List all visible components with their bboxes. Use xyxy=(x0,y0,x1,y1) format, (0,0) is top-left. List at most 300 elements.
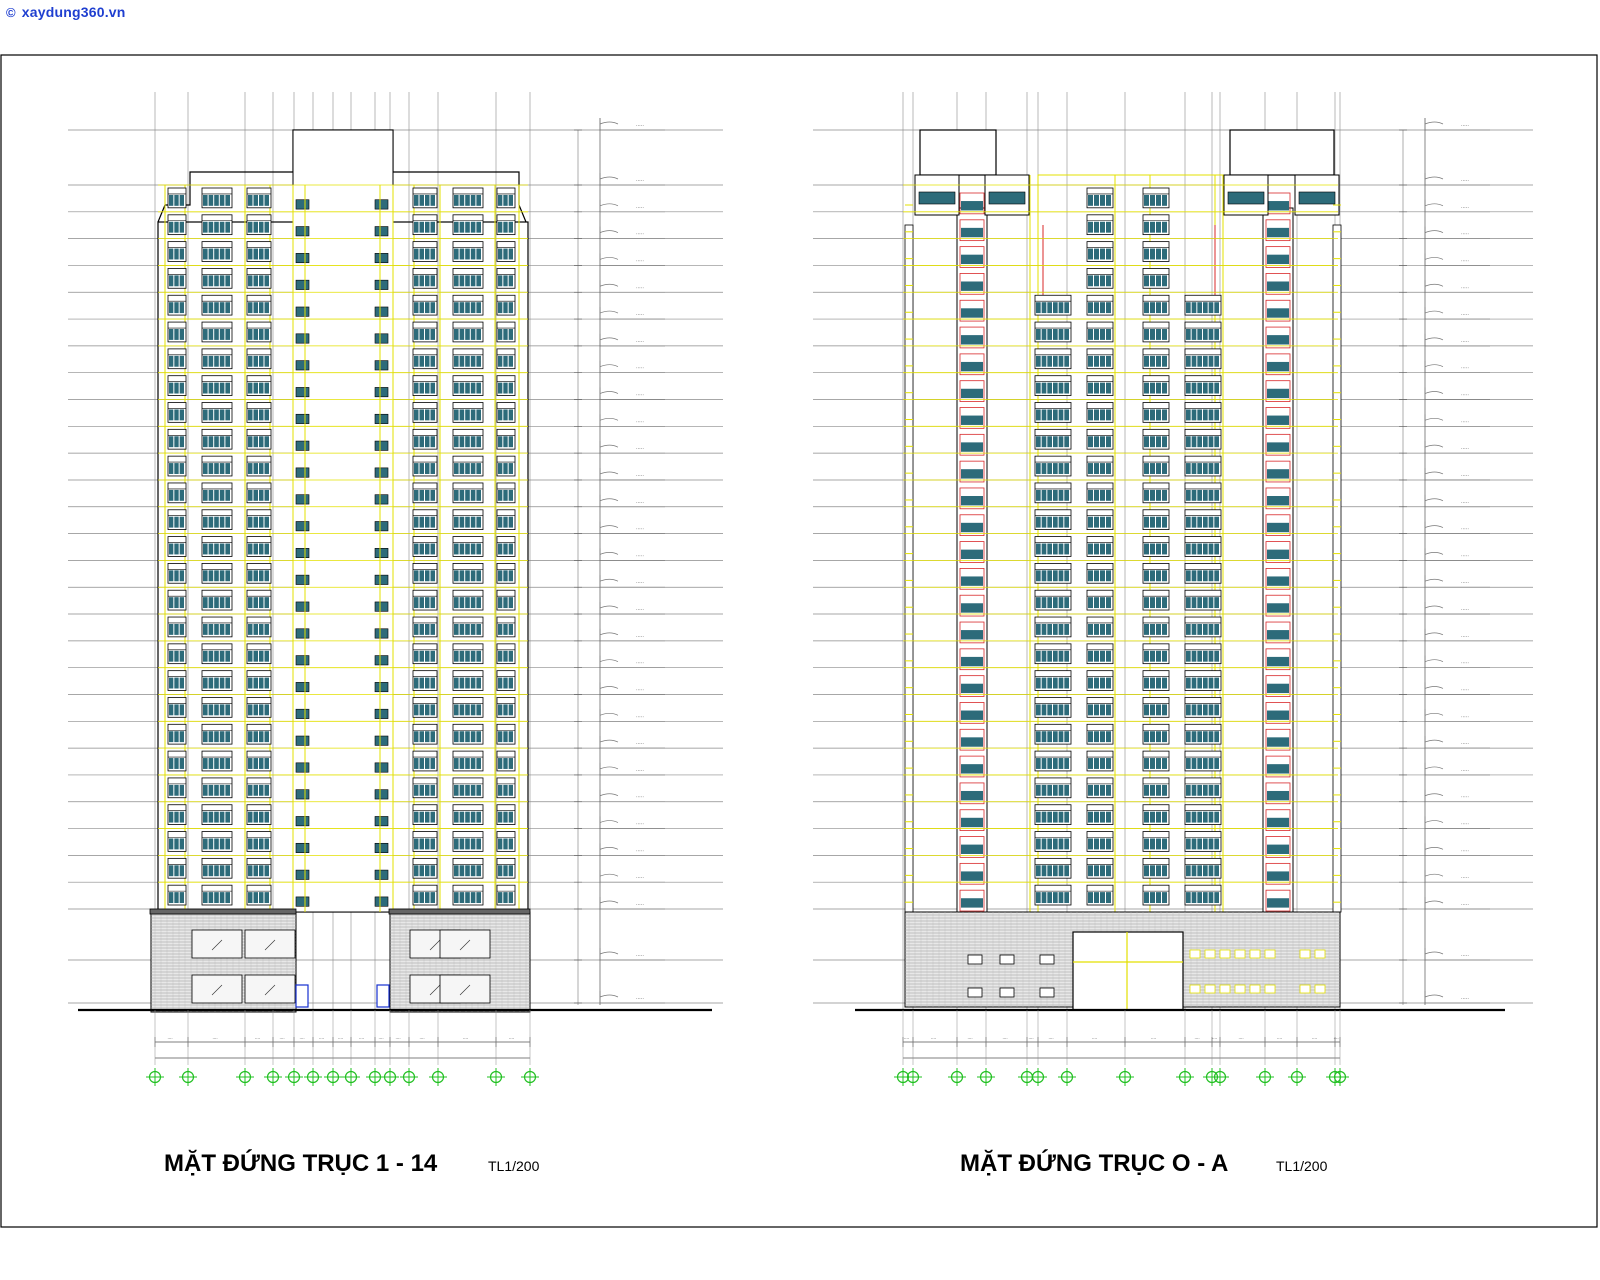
window-glass xyxy=(1100,544,1105,555)
window-glass xyxy=(1106,517,1111,528)
window-glass xyxy=(471,517,476,528)
shopfront-glazing xyxy=(192,975,242,1003)
window-glass xyxy=(1203,597,1208,608)
window-glass xyxy=(1150,785,1155,796)
window-glass xyxy=(1053,570,1058,581)
window-glass xyxy=(214,865,219,876)
level-marker-icon xyxy=(1425,200,1443,212)
window-glass xyxy=(414,865,419,876)
window-glass xyxy=(1059,302,1064,313)
level-label-mark: ····· xyxy=(1461,902,1469,908)
window-glass xyxy=(476,678,481,689)
window-glass xyxy=(225,490,230,501)
stair-window-glass xyxy=(961,711,983,720)
window-glass xyxy=(209,436,214,447)
podium-window xyxy=(968,955,982,964)
window-glass xyxy=(1094,812,1099,823)
window-glass xyxy=(265,570,270,581)
window-glass xyxy=(265,544,270,555)
window-glass xyxy=(174,597,178,608)
window-glass xyxy=(1144,195,1149,206)
stair-window-glass xyxy=(1267,389,1289,398)
window-glass xyxy=(259,678,264,689)
window-glass xyxy=(1053,812,1058,823)
side-column xyxy=(1333,225,1341,912)
window-glass xyxy=(414,302,419,313)
window-glass xyxy=(460,892,465,903)
window-glass xyxy=(1214,892,1219,903)
window-glass xyxy=(265,436,270,447)
window-glass xyxy=(1064,731,1069,742)
window-glass xyxy=(1047,624,1052,635)
window-glass xyxy=(460,463,465,474)
dimension-mark: ···· xyxy=(967,1036,973,1041)
window-glass xyxy=(1100,302,1105,313)
window-glass xyxy=(454,838,459,849)
window-glass xyxy=(1053,678,1058,689)
window-glass xyxy=(476,624,481,635)
window-glass xyxy=(1197,436,1202,447)
window-glass xyxy=(180,704,184,715)
window-glass xyxy=(1144,812,1149,823)
window-glass xyxy=(1094,490,1099,501)
level-marker-icon xyxy=(1425,388,1443,400)
window-glass xyxy=(420,329,425,340)
window-glass xyxy=(1042,436,1047,447)
window-glass xyxy=(503,356,507,367)
window-glass xyxy=(203,651,208,662)
window-glass xyxy=(1094,302,1099,313)
window-glass xyxy=(454,222,459,233)
level-marker-icon xyxy=(1425,602,1443,614)
elevation-1-14-title: MẶT ĐỨNG TRỤC 1 - 14 xyxy=(164,1150,438,1177)
level-marker-icon xyxy=(1425,548,1443,560)
level-marker-icon xyxy=(1425,897,1443,909)
window-glass xyxy=(1047,383,1052,394)
window-glass xyxy=(1162,275,1167,286)
stair-window-glass xyxy=(961,496,983,505)
window-glass xyxy=(1100,838,1105,849)
level-label-mark: ····· xyxy=(636,953,644,959)
level-label-mark: ····· xyxy=(1461,365,1469,372)
podium-window xyxy=(1315,985,1325,993)
window-glass xyxy=(431,812,436,823)
window-glass xyxy=(1047,651,1052,662)
window-glass xyxy=(460,704,465,715)
window-glass xyxy=(1047,329,1052,340)
level-marker-icon xyxy=(600,307,618,319)
window-glass xyxy=(1209,517,1214,528)
window-glass xyxy=(248,383,253,394)
level-marker-icon xyxy=(600,602,618,614)
window-glass xyxy=(1162,490,1167,501)
window-glass xyxy=(220,383,225,394)
window-glass xyxy=(1214,678,1219,689)
window-glass xyxy=(203,785,208,796)
window-glass xyxy=(1088,892,1093,903)
stair-window-glass xyxy=(961,737,983,746)
window-glass xyxy=(420,597,425,608)
level-marker-icon xyxy=(600,682,618,694)
window-glass xyxy=(254,812,259,823)
core-window xyxy=(375,548,388,557)
window-glass xyxy=(214,383,219,394)
window-glass xyxy=(1197,678,1202,689)
window-glass xyxy=(425,678,430,689)
window-glass xyxy=(1197,490,1202,501)
stair-window-glass xyxy=(961,630,983,639)
window-glass xyxy=(1162,383,1167,394)
level-label-mark: ····· xyxy=(636,312,644,319)
window-glass xyxy=(209,892,214,903)
window-glass xyxy=(431,731,436,742)
level-marker-icon xyxy=(1425,870,1443,882)
window-glass xyxy=(1162,249,1167,260)
window-glass xyxy=(498,409,502,420)
window-glass xyxy=(1186,463,1191,474)
window-glass xyxy=(1203,678,1208,689)
window-glass xyxy=(220,222,225,233)
core-window xyxy=(296,897,309,906)
window-glass xyxy=(454,517,459,528)
window-glass xyxy=(1156,490,1161,501)
window-glass xyxy=(1186,651,1191,662)
window-glass xyxy=(1203,329,1208,340)
window-glass xyxy=(259,249,264,260)
stair-window-glass xyxy=(1267,818,1289,827)
window-glass xyxy=(169,356,173,367)
window-glass xyxy=(1053,490,1058,501)
window-glass xyxy=(431,249,436,260)
window-glass xyxy=(465,758,470,769)
window-glass xyxy=(180,409,184,420)
window-glass xyxy=(1042,651,1047,662)
window-glass xyxy=(471,570,476,581)
window-glass xyxy=(1042,302,1047,313)
window-glass xyxy=(476,249,481,260)
window-glass xyxy=(259,785,264,796)
window-glass xyxy=(1059,436,1064,447)
window-glass xyxy=(214,275,219,286)
window-glass xyxy=(225,865,230,876)
window-glass xyxy=(476,302,481,313)
window-glass xyxy=(1144,463,1149,474)
window-glass xyxy=(503,865,507,876)
dimension-mark: ···· xyxy=(167,1036,173,1041)
window-glass xyxy=(1192,436,1197,447)
window-glass xyxy=(1106,892,1111,903)
window-glass xyxy=(225,195,230,206)
window-glass xyxy=(414,275,419,286)
window-glass xyxy=(1106,678,1111,689)
window-glass xyxy=(465,463,470,474)
window-glass xyxy=(203,275,208,286)
window-glass xyxy=(454,758,459,769)
window-glass xyxy=(420,517,425,528)
window-glass xyxy=(1094,678,1099,689)
window-glass xyxy=(1106,865,1111,876)
window-glass xyxy=(1036,329,1041,340)
window-glass xyxy=(259,597,264,608)
window-glass xyxy=(254,731,259,742)
window-glass xyxy=(180,302,184,313)
window-glass xyxy=(1214,838,1219,849)
stair-window-glass xyxy=(961,255,983,264)
window-glass xyxy=(1100,275,1105,286)
window-glass xyxy=(1059,678,1064,689)
window-glass xyxy=(1106,597,1111,608)
window-glass xyxy=(1144,222,1149,233)
window-glass xyxy=(503,838,507,849)
window-glass xyxy=(454,812,459,823)
window-glass xyxy=(203,597,208,608)
window-glass xyxy=(1053,838,1058,849)
level-marker-icon xyxy=(600,200,618,212)
window-glass xyxy=(254,892,259,903)
roof-balcony-glass xyxy=(919,192,955,204)
window-glass xyxy=(498,758,502,769)
window-glass xyxy=(431,463,436,474)
window-glass xyxy=(180,356,184,367)
core-window xyxy=(296,441,309,450)
level-marker-icon xyxy=(600,656,618,668)
window-glass xyxy=(1042,409,1047,420)
level-marker-icon xyxy=(1425,575,1443,587)
window-glass xyxy=(220,356,225,367)
window-glass xyxy=(1064,409,1069,420)
window-glass xyxy=(460,409,465,420)
window-glass xyxy=(1214,704,1219,715)
window-glass xyxy=(1036,651,1041,662)
window-glass xyxy=(1203,651,1208,662)
window-glass xyxy=(1100,490,1105,501)
level-label-mark: ····· xyxy=(636,419,644,426)
window-glass xyxy=(431,758,436,769)
window-glass xyxy=(420,409,425,420)
window-glass xyxy=(503,704,507,715)
window-glass xyxy=(254,436,259,447)
window-glass xyxy=(248,570,253,581)
window-glass xyxy=(431,838,436,849)
stair-window-glass xyxy=(1267,362,1289,371)
window-glass xyxy=(1186,838,1191,849)
window-glass xyxy=(259,436,264,447)
window-glass xyxy=(220,651,225,662)
window-glass xyxy=(454,275,459,286)
window-glass xyxy=(420,758,425,769)
window-glass xyxy=(1053,758,1058,769)
level-label-mark: ····· xyxy=(636,767,644,774)
window-glass xyxy=(1064,678,1069,689)
level-marker-icon xyxy=(600,118,618,130)
window-glass xyxy=(1064,865,1069,876)
window-glass xyxy=(1162,704,1167,715)
window-glass xyxy=(1156,383,1161,394)
window-glass xyxy=(169,436,173,447)
window-glass xyxy=(248,329,253,340)
window-glass xyxy=(1192,570,1197,581)
dimension-mark: ···· xyxy=(1333,1036,1339,1041)
window-glass xyxy=(1053,597,1058,608)
window-glass xyxy=(1042,329,1047,340)
window-glass xyxy=(498,356,502,367)
window-glass xyxy=(420,570,425,581)
window-glass xyxy=(414,624,419,635)
window-glass xyxy=(169,597,173,608)
window-glass xyxy=(425,704,430,715)
window-glass xyxy=(414,892,419,903)
level-label-mark: ····· xyxy=(1461,607,1469,614)
window-glass xyxy=(1088,544,1093,555)
podium-window xyxy=(1235,950,1245,958)
window-glass xyxy=(225,597,230,608)
window-glass xyxy=(425,275,430,286)
window-glass xyxy=(1192,678,1197,689)
window-glass xyxy=(1150,356,1155,367)
core-window xyxy=(296,682,309,691)
window-glass xyxy=(1064,838,1069,849)
window-glass xyxy=(476,758,481,769)
window-glass xyxy=(425,302,430,313)
window-glass xyxy=(1106,570,1111,581)
stair-window-glass xyxy=(1267,737,1289,746)
window-glass xyxy=(203,812,208,823)
window-glass xyxy=(254,624,259,635)
window-glass xyxy=(1192,329,1197,340)
window-glass xyxy=(1036,678,1041,689)
window-glass xyxy=(471,356,476,367)
core-window xyxy=(375,763,388,772)
window-glass xyxy=(1144,517,1149,528)
level-marker-icon xyxy=(1425,843,1443,855)
window-glass xyxy=(180,383,184,394)
podium-window xyxy=(1205,950,1215,958)
core-window xyxy=(296,280,309,289)
window-glass xyxy=(203,704,208,715)
window-glass xyxy=(265,490,270,501)
window-glass xyxy=(471,838,476,849)
window-glass xyxy=(1156,222,1161,233)
window-glass xyxy=(454,249,459,260)
window-glass xyxy=(1197,758,1202,769)
core-window xyxy=(375,709,388,718)
window-glass xyxy=(414,570,419,581)
stair-window-glass xyxy=(961,469,983,478)
podium-window xyxy=(1265,950,1275,958)
window-glass xyxy=(476,892,481,903)
window-glass xyxy=(460,275,465,286)
dimension-mark: ···· xyxy=(395,1036,401,1041)
level-marker-icon xyxy=(1425,118,1443,130)
window-glass xyxy=(220,865,225,876)
window-glass xyxy=(425,865,430,876)
window-glass xyxy=(254,275,259,286)
window-glass xyxy=(465,195,470,206)
podium-window xyxy=(1220,950,1230,958)
window-glass xyxy=(498,463,502,474)
window-glass xyxy=(431,544,436,555)
stair-window-glass xyxy=(1267,255,1289,264)
window-glass xyxy=(471,302,476,313)
window-glass xyxy=(254,329,259,340)
window-glass xyxy=(1106,329,1111,340)
window-glass xyxy=(425,892,430,903)
window-glass xyxy=(1088,195,1093,206)
window-glass xyxy=(1186,329,1191,340)
window-glass xyxy=(1047,812,1052,823)
window-glass xyxy=(425,651,430,662)
window-glass xyxy=(203,383,208,394)
window-glass xyxy=(1042,892,1047,903)
window-glass xyxy=(1053,731,1058,742)
window-glass xyxy=(265,812,270,823)
roof-balcony-glass xyxy=(1299,192,1335,204)
shopfront-glazing xyxy=(245,975,295,1003)
window-glass xyxy=(225,570,230,581)
stair-window-glass xyxy=(961,603,983,612)
window-glass xyxy=(1203,838,1208,849)
window-glass xyxy=(503,678,507,689)
window-glass xyxy=(1186,436,1191,447)
window-glass xyxy=(420,249,425,260)
level-label-mark: ····· xyxy=(636,687,644,694)
window-glass xyxy=(1047,463,1052,474)
level-marker-icon xyxy=(600,468,618,480)
window-glass xyxy=(1144,785,1149,796)
window-glass xyxy=(220,544,225,555)
level-label-mark: ····· xyxy=(636,714,644,721)
window-glass xyxy=(214,222,219,233)
stair-window-glass xyxy=(1267,791,1289,800)
window-glass xyxy=(509,892,513,903)
window-glass xyxy=(1088,275,1093,286)
level-label-mark: ····· xyxy=(636,633,644,640)
window-glass xyxy=(1203,865,1208,876)
window-glass xyxy=(180,812,184,823)
entrance-door xyxy=(377,985,389,1007)
window-glass xyxy=(1100,812,1105,823)
window-glass xyxy=(1094,409,1099,420)
window-glass xyxy=(209,651,214,662)
window-glass xyxy=(1059,517,1064,528)
window-glass xyxy=(1197,597,1202,608)
window-glass xyxy=(454,356,459,367)
podium-cornice xyxy=(150,909,296,914)
stair-window-glass xyxy=(961,335,983,344)
podium-window xyxy=(1235,985,1245,993)
level-label-mark: ····· xyxy=(636,231,644,238)
dimension-mark: ···· xyxy=(904,1036,910,1041)
window-glass xyxy=(460,731,465,742)
window-glass xyxy=(259,275,264,286)
window-glass xyxy=(214,785,219,796)
window-glass xyxy=(1064,651,1069,662)
level-marker-icon xyxy=(1425,656,1443,668)
stair-window-glass xyxy=(1267,335,1289,344)
window-glass xyxy=(465,731,470,742)
level-label-mark: ····· xyxy=(1461,499,1469,506)
window-glass xyxy=(1203,409,1208,420)
level-marker-icon xyxy=(600,522,618,534)
window-glass xyxy=(203,356,208,367)
window-glass xyxy=(509,651,513,662)
window-glass xyxy=(265,356,270,367)
level-marker-icon xyxy=(600,414,618,426)
window-glass xyxy=(1144,302,1149,313)
window-glass xyxy=(1053,517,1058,528)
level-marker-icon xyxy=(1425,307,1443,319)
window-glass xyxy=(1064,892,1069,903)
